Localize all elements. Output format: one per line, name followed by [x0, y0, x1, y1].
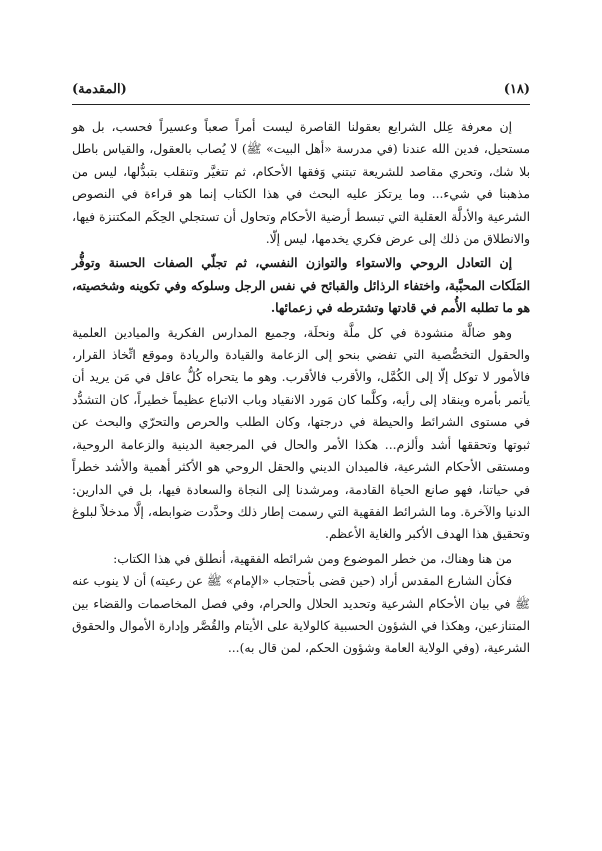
paragraph-bold — [72, 252, 530, 319]
paragraph: من هنا وهناك، من خطر الموضوع ومن شرائطه الفقهية، أنطلق في هذا الكتاب: — [113, 551, 512, 566]
paragraph: فكأن الشارع المقدس أراد (حين قضى بأحتجاب «الإمام» ﷺ عن رعيته) أن لا ينوب عنه ﷺ في بيان الأحكام الشرعية وتحديد الحلال والحرام، وفي فصل المخاصمات والقضاء بين المتنازعين، وهكذا في الشؤون الحسبية كالولاية على الأيتام والقُصَّر وإدارة الأموال والحقوق الشرعية، (وفي الولاية العامة وشؤون الحكم، لمن قال به)... — [72, 574, 530, 656]
page-header — [72, 82, 530, 106]
header-divider — [72, 104, 530, 105]
paragraph: وهو ضالَّة منشودة في كل ملَّة ونحلَة، وجميع المدارس الفكرية والميادين العلمية والحقول التخصُّصية التي تفضي بنحو إلى الزعامة والقيادة والريادة وموقع اتِّخاذ القرار، فالأمور لا توكل إلّا إلى الكُمَّل، والأقرب فالأقرب. وهو ما يتحراه كُلُّ عاقل في مَن يريد أن يأتمر بأمره وينقاد إلى رأيه، وكلَّما كان مَورد الانقياد وباب الاتباع عظيماً خطيراً، كان التشدُّد في مستوى الشرائط والحيطة في درجتها، وكان الطلب والحرص والتحرّي والبحث عن ثبوتها وتحققها أشد وألزم... هكذا الأمر والحال في المرجعية الدينية والزعامة الروحية، ومستقى الأحكام الشرعية، فالميدان الديني والحقل الروحي هو الأكثر أهمية والأشد خطراً في حياتنا، فهو صانع الحياة القادمة، ومرشدنا إلى النجاة والسعادة فيها، بل في الدارين: الدنيا والآخرة. وما الشرائط الفقهية التي رسمت إطار ذلك وحدَّدت ضوابطه، إلَّا مدخلاً لبلوغ وتحقيق هذا الهدف الأكبر والغاية الأعظم. — [72, 325, 530, 542]
page-number: (١٨) — [503, 82, 530, 97]
body-text — [72, 116, 530, 660]
paragraph: إن معرفة عِلل الشرايع بعقولنا القاصرة ليست أمراً صعباً وعسيراً فحسب، بل هو مستحيل، فدين الله عندنا (في مدرسة «أهل البيت» ﷺ) لا يُصاب بالعقول، والقياس باطل بلا شك، وتحري مقاصد للشريعة تبتني وَفقها الأحكام، ثم تتغيَّر وتنقلب بتبدُّلها، ليس من مذهبنا في شيء... وما يرتكز عليه البحث في هذا الكتاب إنما هو قراءة في النصوص الشرعية والأدلَّة العقلية التي تبسط أرضية الأحكام وتحاول أن تستجلي الحِكَم المكتنزة فيها، والانطلاق من ذلك إلى عرض فكري يخدمها، ليس إلّا. — [72, 120, 530, 247]
section-title: (المقدمة) — [72, 82, 127, 97]
bold-text: إن التعادل الروحي والاستواء والتوازن النفسي، ثم تجلّي الصفات الحسنة وتوفُّر المَلَكات المحبَّبة، واختفاء الرذائل والقبائح في نفس الرجل وسلوكه وفي تكوينه وشخصيته، هو ما تطلبه الأُمم في قادتها وتشترطه في زعمائها. — [72, 255, 530, 316]
